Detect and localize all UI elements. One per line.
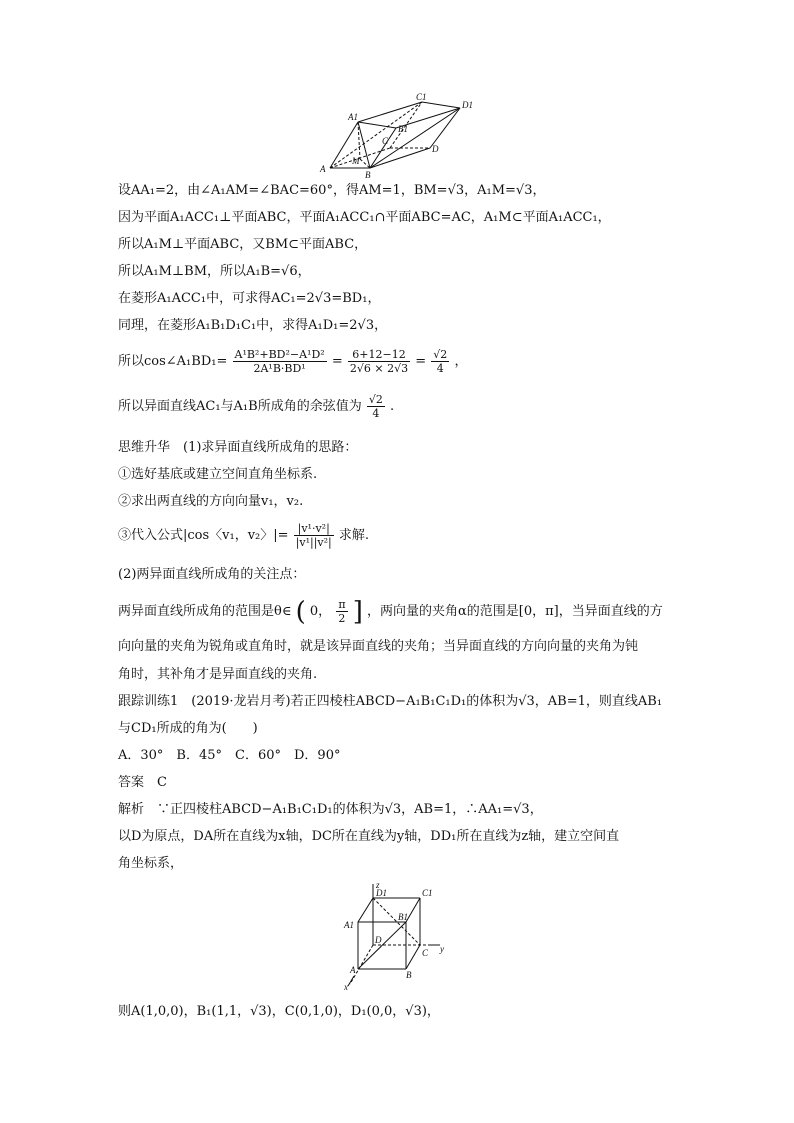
label-D: D — [375, 935, 382, 945]
fraction-denominator: 4 — [372, 407, 380, 420]
fraction-substituted — [348, 348, 410, 375]
label-A: A — [350, 965, 356, 975]
label-A1: A1 — [344, 920, 354, 930]
text-line-8 — [118, 393, 394, 420]
text-line-19: A．30° B．45° C．60° D．90° — [118, 748, 341, 763]
fraction-numerator: √2 — [368, 393, 383, 406]
text-line-1: 设AA₁=2，由∠A₁AM=∠BAC=60°，得AM=1，BM=√3，A₁M=√3， — [118, 183, 546, 198]
fraction-denominator: 2A¹B·BD¹ — [253, 362, 306, 375]
equals-sign: = — [415, 354, 427, 369]
label-M: M — [352, 156, 360, 166]
label-C1: C1 — [422, 888, 433, 898]
label-B1: B1 — [398, 912, 408, 922]
text-line-6: 同理，在菱形A₁B₁D₁C₁中，求得A₁D₁=2√3， — [118, 318, 388, 333]
fraction-result — [431, 348, 449, 375]
text-line-5: 在菱形A₁ACC₁中，可求得AC₁=2√3=BD₁， — [118, 291, 381, 306]
text-line-3: 所以A₁M⊥平面ABC，又BM⊂平面ABC， — [118, 237, 368, 252]
comma: ， — [454, 354, 468, 369]
text-line-17: 跟踪训练1 (2019·龙岩月考)若正四棱柱ABCD−A₁B₁C₁D₁的体积为√3，AB=1，则直线AB₁ — [118, 694, 663, 709]
formula-suffix: 求解. — [338, 528, 370, 543]
label-C1: C1 — [416, 92, 427, 102]
fraction-denominator: 2 — [338, 612, 346, 625]
text-line-11: ②求出两直线的方向向量v₁，v₂. — [118, 494, 304, 509]
text-line-12 — [118, 522, 369, 549]
range-prefix: 两异面直线所成角的范围是θ∈ — [118, 604, 292, 619]
bracket-close: ] — [352, 596, 363, 627]
fraction-denominator: |v¹||v²| — [295, 536, 332, 549]
equals-sign: = — [331, 354, 343, 369]
label-x: x — [344, 982, 348, 992]
label-y: y — [440, 944, 444, 954]
label-D1: D1 — [376, 888, 387, 898]
fraction-denominator: 2√6 × 2√3 — [349, 362, 409, 375]
text-line-21: 解析 ∵正四棱柱ABCD−A₁B₁C₁D₁的体积为√3，AB=1，∴AA₁=√3， — [118, 802, 543, 817]
fraction-denominator: 4 — [436, 362, 444, 375]
fraction-law-of-cosines — [233, 348, 327, 375]
label-C: C — [382, 136, 389, 146]
fraction-numerator: π — [338, 598, 346, 611]
text-line-9: 思维升华 (1)求异面直线所成角的思路： — [118, 440, 358, 455]
label-z: z — [376, 880, 380, 890]
range-zero: 0， — [309, 604, 332, 619]
label-D1: D1 — [462, 100, 473, 110]
text-line-7 — [118, 348, 467, 375]
label-C: C — [422, 948, 429, 958]
text-line-14 — [118, 598, 663, 625]
text-line-15: 向向量的夹角为锐角或直角时，就是该异面直线的夹角；当异面直线的方向向量的夹角为钝 — [118, 639, 639, 654]
text-line-23: 角坐标系， — [118, 856, 184, 871]
parallelepiped-figure — [318, 92, 478, 178]
label-B: B — [406, 970, 412, 980]
fraction-pi-over-two — [336, 598, 347, 625]
label-B1: B1 — [398, 124, 408, 134]
fraction-numerator: |v¹·v²| — [294, 522, 334, 536]
text-line-24: 则A(1,0,0)，B₁(1,1，√3)，C(0,1,0)，D₁(0,0，√3)， — [118, 1004, 440, 1019]
text-line-16: 角时，其补角才是异面直线的夹角. — [118, 667, 318, 682]
text-line-2: 因为平面A₁ACC₁⊥平面ABC，平面A₁ACC₁∩平面ABC=AC，A₁M⊂平面A₁ACC₁， — [118, 210, 611, 225]
fraction-cosine-value — [367, 393, 385, 420]
text-line-4: 所以A₁M⊥BM，所以A₁B=√6， — [118, 264, 311, 279]
text-line-22: 以D为原点，DA所在直线为x轴，DC所在直线为y轴，DD₁所在直线为z轴，建立空间直 — [118, 829, 620, 844]
cos-prefix: 所以cos∠A₁BD₁= — [118, 354, 228, 369]
coordinate-cube-figure — [340, 880, 455, 992]
fraction-numerator: A¹B²+BD²−A¹D² — [234, 348, 325, 361]
formula-prefix: ③代入公式|cos〈v₁，v₂〉|= — [118, 528, 289, 543]
text-line-18: 与CD₁所成的角为( ) — [118, 721, 258, 736]
fraction-cosine-formula — [294, 522, 334, 549]
text-line-10: ①选好基底或建立空间直角坐标系. — [118, 467, 318, 482]
fraction-numerator: 6+12−12 — [348, 348, 410, 362]
bracket-open: ( — [295, 596, 306, 627]
period: . — [390, 399, 395, 414]
label-B: B — [365, 170, 371, 178]
range-rest: ，两向量的夹角α的范围是[0，π]，当异面直线的方 — [366, 604, 663, 619]
text-line-20: 答案 C — [118, 775, 167, 790]
label-D: D — [432, 144, 439, 154]
text-line-13: (2)两异面直线所成角的关注点： — [118, 567, 306, 582]
label-A1: A1 — [348, 112, 358, 122]
cosine-conclusion: 所以异面直线AC₁与A₁B所成角的余弦值为 — [118, 399, 362, 414]
fraction-numerator: √2 — [433, 348, 448, 361]
label-A: A — [320, 164, 326, 174]
